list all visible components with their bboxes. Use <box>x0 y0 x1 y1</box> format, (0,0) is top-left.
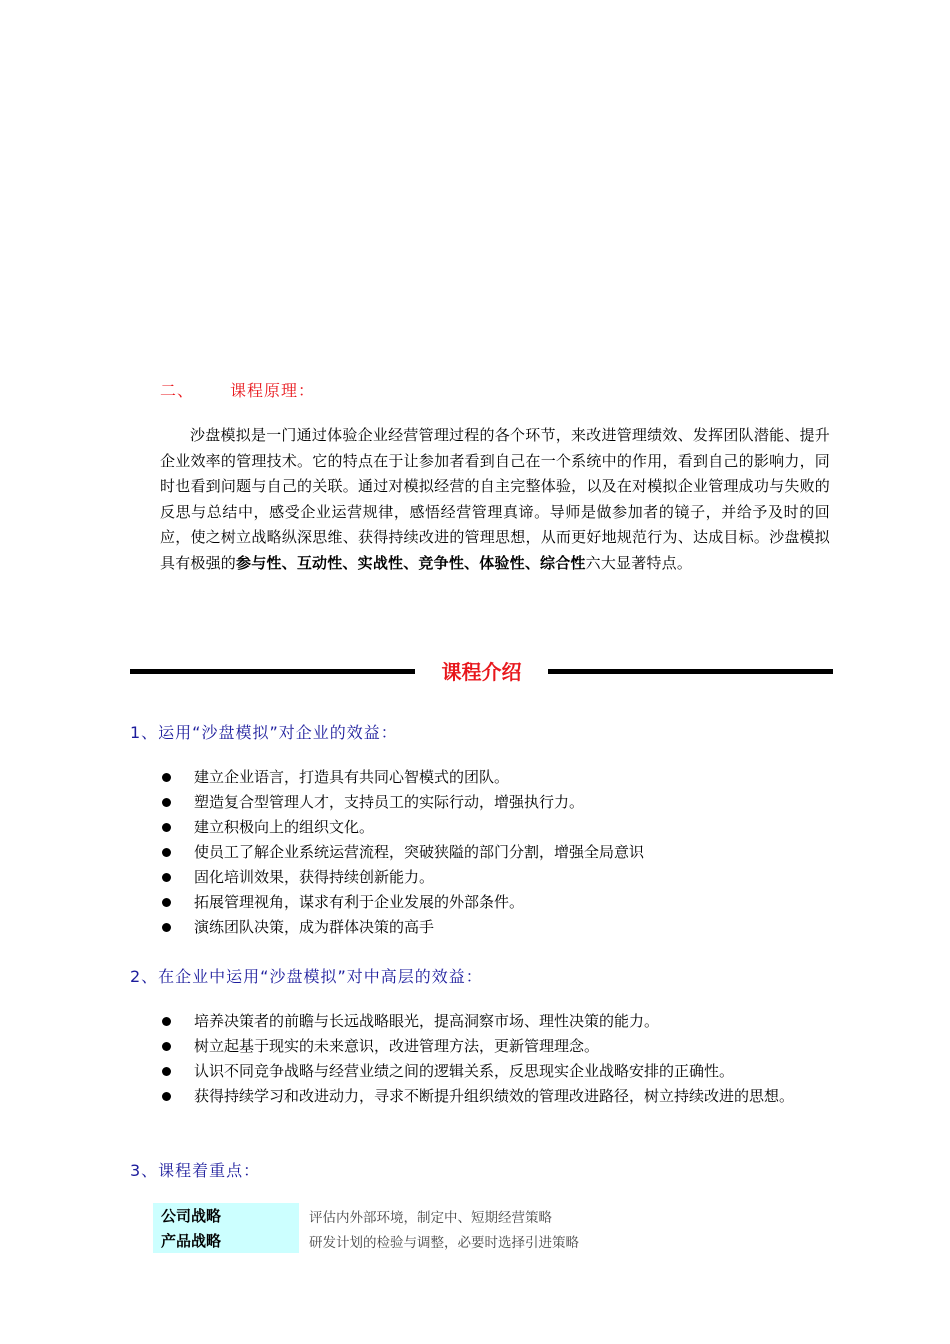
bullet-icon <box>162 773 171 782</box>
enterprise-benefits-heading: 1、运用“沙盘模拟”对企业的效益： <box>130 723 398 742</box>
enterprise-benefits-list <box>160 765 840 940</box>
list-item-text: 建立企业语言，打造具有共同心智模式的团队。 <box>194 768 510 786</box>
list-item <box>160 1034 840 1059</box>
table-row <box>153 1228 579 1253</box>
course-focus-table <box>153 1203 579 1253</box>
table-row <box>153 1203 579 1228</box>
focus-value: 评估内外部环境，制定中、短期经营策略 <box>309 1209 552 1226</box>
principle-text-end: 六大显著特点。 <box>585 553 693 572</box>
focus-value: 研发计划的检验与调整，必要时选择引进策略 <box>309 1234 579 1251</box>
principle-bold-traits: 参与性、互动性、实战性、竞争性、体验性、综合性 <box>236 553 586 572</box>
bullet-icon <box>162 873 171 882</box>
list-item <box>160 840 840 865</box>
section-number: 二、 <box>160 381 195 400</box>
section-title: 课程原理： <box>230 381 316 400</box>
bullet-icon <box>162 1042 171 1051</box>
list-item <box>160 1009 840 1034</box>
list-item-text: 培养决策者的前瞻与长远战略眼光，提高洞察市场、理性决策的能力。 <box>194 1012 660 1030</box>
list-item-text: 固化培训效果，获得持续创新能力。 <box>194 868 435 886</box>
manager-benefits-heading: 2、在企业中运用“沙盘模拟”对中高层的效益： <box>130 967 483 986</box>
list-item-text: 获得持续学习和改进动力，寻求不断提升组织绩效的管理改进路径，树立持续改进的思想。 <box>194 1087 795 1105</box>
bullet-icon <box>162 1067 171 1076</box>
list-item <box>160 790 840 815</box>
principle-text: 沙盘模拟是一门通过体验企业经营管理过程的各个环节，来改进管理绩效、发挥团队潜能、提升企业效率的管理技术。它的特点在于让参加者看到自己在一个系统中的作用，看到自己的影响力，同时也看到问题与自己的关联。通过对模拟经营的自主完整体验，以及在对模拟企业管理成功与失败的反思与总结中，感受企业运营规律，感悟经营管理真谛。导师是做参加者的镜子，并给予及时的回应，使之树立战略纵深思维、获得持续改进的管理思想，从而更好地规范行为、达成目标。沙盘模拟具有极强的 <box>160 426 830 572</box>
bullet-icon <box>162 923 171 932</box>
list-item <box>160 915 840 940</box>
principle-paragraph <box>160 423 830 576</box>
list-item-text: 认识不同竞争战略与经营业绩之间的逻辑关系，反思现实企业战略安排的正确性。 <box>194 1062 735 1080</box>
bullet-icon <box>162 1092 171 1101</box>
list-item-text: 演练团队决策，成为群体决策的高手 <box>194 918 435 936</box>
divider-right <box>548 669 833 674</box>
list-item <box>160 865 840 890</box>
course-focus-heading: 3、课程着重点： <box>130 1161 261 1180</box>
focus-key: 产品战略 <box>153 1228 299 1253</box>
manager-benefits-list <box>160 1009 840 1109</box>
list-item <box>160 815 840 840</box>
list-item-text: 拓展管理视角，谋求有利于企业发展的外部条件。 <box>194 893 525 911</box>
list-item <box>160 1059 840 1084</box>
list-item-text: 塑造复合型管理人才，支持员工的实际行动，增强执行力。 <box>194 793 585 811</box>
bullet-icon <box>162 848 171 857</box>
bullet-icon <box>162 798 171 807</box>
bullet-icon <box>162 823 171 832</box>
bullet-icon <box>162 1017 171 1026</box>
list-item-text: 建立积极向上的组织文化。 <box>194 818 375 836</box>
list-item-text: 使员工了解企业系统运营流程，突破狭隘的部门分割，增强全局意识 <box>194 843 645 861</box>
bullet-icon <box>162 898 171 907</box>
list-item <box>160 1084 840 1109</box>
list-item <box>160 890 840 915</box>
list-item <box>160 765 840 790</box>
divider-left <box>130 669 415 674</box>
course-intro-title: 课程介绍 <box>441 660 522 684</box>
focus-key: 公司战略 <box>153 1203 299 1228</box>
section-heading-principle <box>160 378 315 401</box>
list-item-text: 树立起基于现实的未来意识，改进管理方法，更新管理理念。 <box>194 1037 600 1055</box>
